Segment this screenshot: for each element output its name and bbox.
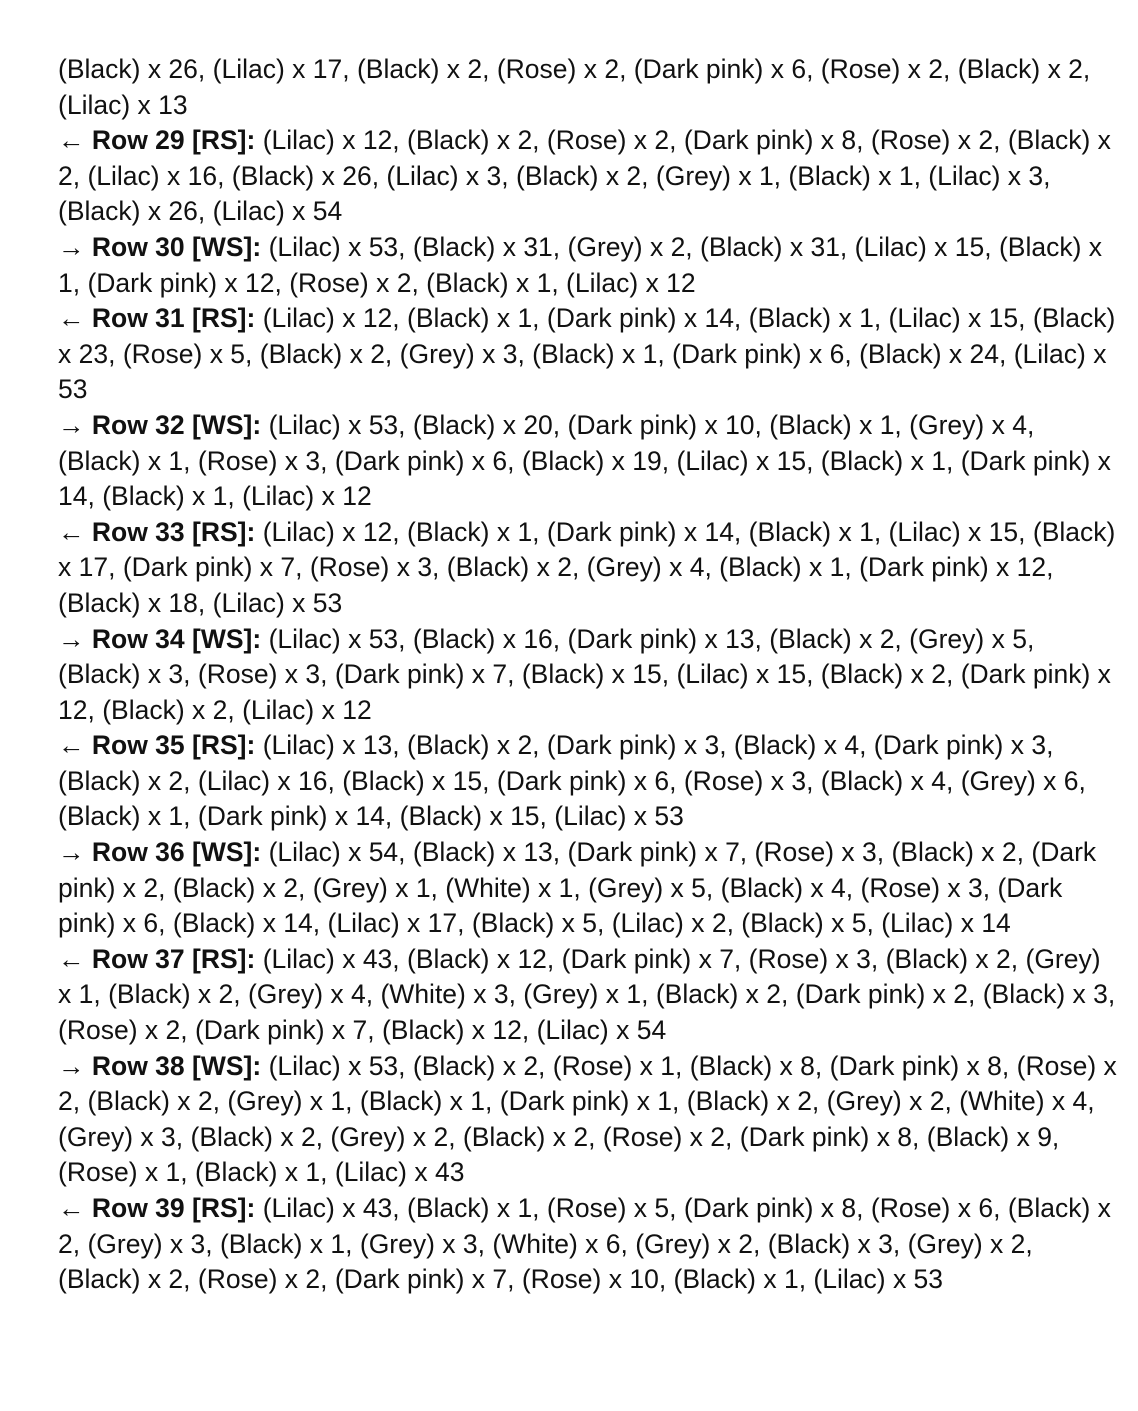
direction-arrow-right-icon: →: [58, 231, 85, 262]
direction-arrow-right-icon: →: [58, 1050, 85, 1081]
direction-arrow-left-icon: ←: [58, 125, 85, 156]
pattern-row-31: [58, 301, 1120, 408]
direction-arrow-right-icon: →: [58, 623, 85, 654]
row-label: Row 39 [RS]:: [91, 1193, 256, 1223]
row-label: Row 34 [WS]:: [91, 623, 262, 654]
direction-arrow-left-icon: ←: [58, 516, 85, 547]
direction-arrow-left-icon: ←: [58, 1193, 85, 1223]
pattern-row-35: [58, 728, 1120, 835]
row-instructions: (Lilac) x 54, (Black) x 13, (Dark pink) x 7, (Rose) x 3, (Black) x 2, (Dark pink) x 2, (Black) x 2, (Grey) x 1, (White) x 1, (Grey) x 5, (Black) x 4, (Rose) x 3, (Dark pink) x 6, (Black) x 14, (Lilac) x 17, (Black) x 5, (Lilac) x 2, (Black) x 5, (Lilac) x 14: [58, 837, 1097, 939]
pattern-row-34: [58, 622, 1120, 729]
row-label: Row 35 [RS]:: [91, 730, 256, 761]
row-instructions: (Lilac) x 53, (Black) x 16, (Dark pink) x 13, (Black) x 2, (Grey) x 5, (Black) x 3, (Rose) x 3, (Dark pink) x 7, (Black) x 15, (Lilac) x 15, (Black) x 2, (Dark pink) x 12, (Black) x 2, (Lilac) x 12: [58, 623, 1111, 725]
row-instructions: (Lilac) x 53, (Black) x 20, (Dark pink) x 10, (Black) x 1, (Grey) x 4, (Black) x 1, (Rose) x 3, (Dark pink) x 6, (Black) x 19, (Lilac) x 15, (Black) x 1, (Dark pink) x 14, (Black) x 1, (Lilac) x 12: [58, 409, 1111, 512]
row-label: Row 32 [WS]:: [91, 409, 262, 440]
row-instructions: (Lilac) x 13, (Black) x 2, (Dark pink) x 3, (Black) x 4, (Dark pink) x 3, (Black) x 2, (Lilac) x 16, (Black) x 15, (Dark pink) x 6, (Rose) x 3, (Black) x 4, (Grey) x 6, (Black) x 1, (Dark pink) x 14, (Black) x 15, (Lilac) x 53: [58, 730, 1086, 832]
pattern-row-29: [58, 123, 1120, 230]
row-instructions: (Lilac) x 12, (Black) x 1, (Dark pink) x 14, (Black) x 1, (Lilac) x 15, (Black) x 23, (Rose) x 5, (Black) x 2, (Grey) x 3, (Black) x 1, (Dark pink) x 6, (Black) x 24, (Lilac) x 53: [58, 303, 1116, 405]
row-instructions: (Lilac) x 12, (Black) x 2, (Rose) x 2, (Dark pink) x 8, (Rose) x 2, (Black) x 2, (Lilac) x 16, (Black) x 26, (Lilac) x 3, (Black) x 2, (Grey) x 1, (Black) x 1, (Lilac) x 3, (Black) x 26, (Lilac) x 54: [58, 125, 1111, 227]
pattern-row-33: [58, 515, 1120, 622]
row-label: Row 29 [RS]:: [91, 125, 256, 156]
row-instructions: (Lilac) x 53, (Black) x 2, (Rose) x 1, (Black) x 8, (Dark pink) x 8, (Rose) x 2, (Black) x 2, (Grey) x 1, (Black) x 1, (Dark pink) x 1, (Black) x 2, (Grey) x 2, (White) x 4, (Grey) x 3, (Black) x 2, (Grey) x 2, (Black) x 2, (Rose) x 2, (Dark pink) x 8, (Black) x 9, (Rose) x 1, (Black) x 1, (Lilac) x 43: [58, 1050, 1117, 1188]
pattern-row-38: [58, 1049, 1120, 1191]
direction-arrow-left-icon: ←: [58, 303, 85, 334]
pattern-row-36: [58, 835, 1120, 942]
row-instructions: (Lilac) x 53, (Black) x 31, (Grey) x 2, (Black) x 31, (Lilac) x 15, (Black) x 1, (Dark pink) x 12, (Rose) x 2, (Black) x 1, (Lilac) x 12: [58, 231, 1103, 298]
pattern-row-32: [58, 408, 1120, 515]
row-instructions: (Lilac) x 12, (Black) x 1, (Dark pink) x 14, (Black) x 1, (Lilac) x 15, (Black) x 17, (Dark pink) x 7, (Rose) x 3, (Black) x 2, (Grey) x 4, (Black) x 1, (Dark pink) x 12, (Black) x 18, (Lilac) x 53: [58, 516, 1116, 618]
row-label: Row 36 [WS]:: [91, 837, 262, 868]
row-instructions: (Lilac) x 43, (Black) x 1, (Rose) x 5, (Dark pink) x 8, (Rose) x 6, (Black) x 2, (Grey) x 3, (Black) x 1, (Grey) x 3, (White) x 6, (Grey) x 2, (Black) x 3, (Grey) x 2, (Black) x 2, (Rose) x 2, (Dark pink) x 7, (Rose) x 10, (Black) x 1, (Lilac) x 53: [58, 1193, 1111, 1295]
row-label: Row 31 [RS]:: [91, 303, 256, 334]
pattern-row-39: [58, 1191, 1120, 1298]
row-label: Row 37 [RS]:: [91, 943, 256, 974]
direction-arrow-right-icon: →: [58, 409, 85, 440]
pattern-row-37: [58, 942, 1120, 1049]
pattern-document: [58, 52, 1120, 1298]
row-label: Row 38 [WS]:: [91, 1050, 262, 1081]
pattern-row-30: [58, 230, 1120, 301]
continued-row-text: (Black) x 26, (Lilac) x 17, (Black) x 2, (Rose) x 2, (Dark pink) x 6, (Rose) x 2, (Black) x 2, (Lilac) x 13: [58, 54, 1091, 120]
row-label: Row 33 [RS]:: [91, 516, 256, 547]
direction-arrow-left-icon: ←: [58, 730, 85, 761]
direction-arrow-right-icon: →: [58, 837, 85, 868]
row-instructions: (Lilac) x 43, (Black) x 12, (Dark pink) x 7, (Rose) x 3, (Black) x 2, (Grey) x 1, (Black) x 2, (Grey) x 4, (White) x 3, (Grey) x 1, (Black) x 2, (Dark pink) x 2, (Black) x 3, (Rose) x 2, (Dark pink) x 7, (Black) x 12, (Lilac) x 54: [58, 943, 1116, 1046]
direction-arrow-left-icon: ←: [58, 943, 85, 974]
row-label: Row 30 [WS]:: [91, 231, 262, 262]
